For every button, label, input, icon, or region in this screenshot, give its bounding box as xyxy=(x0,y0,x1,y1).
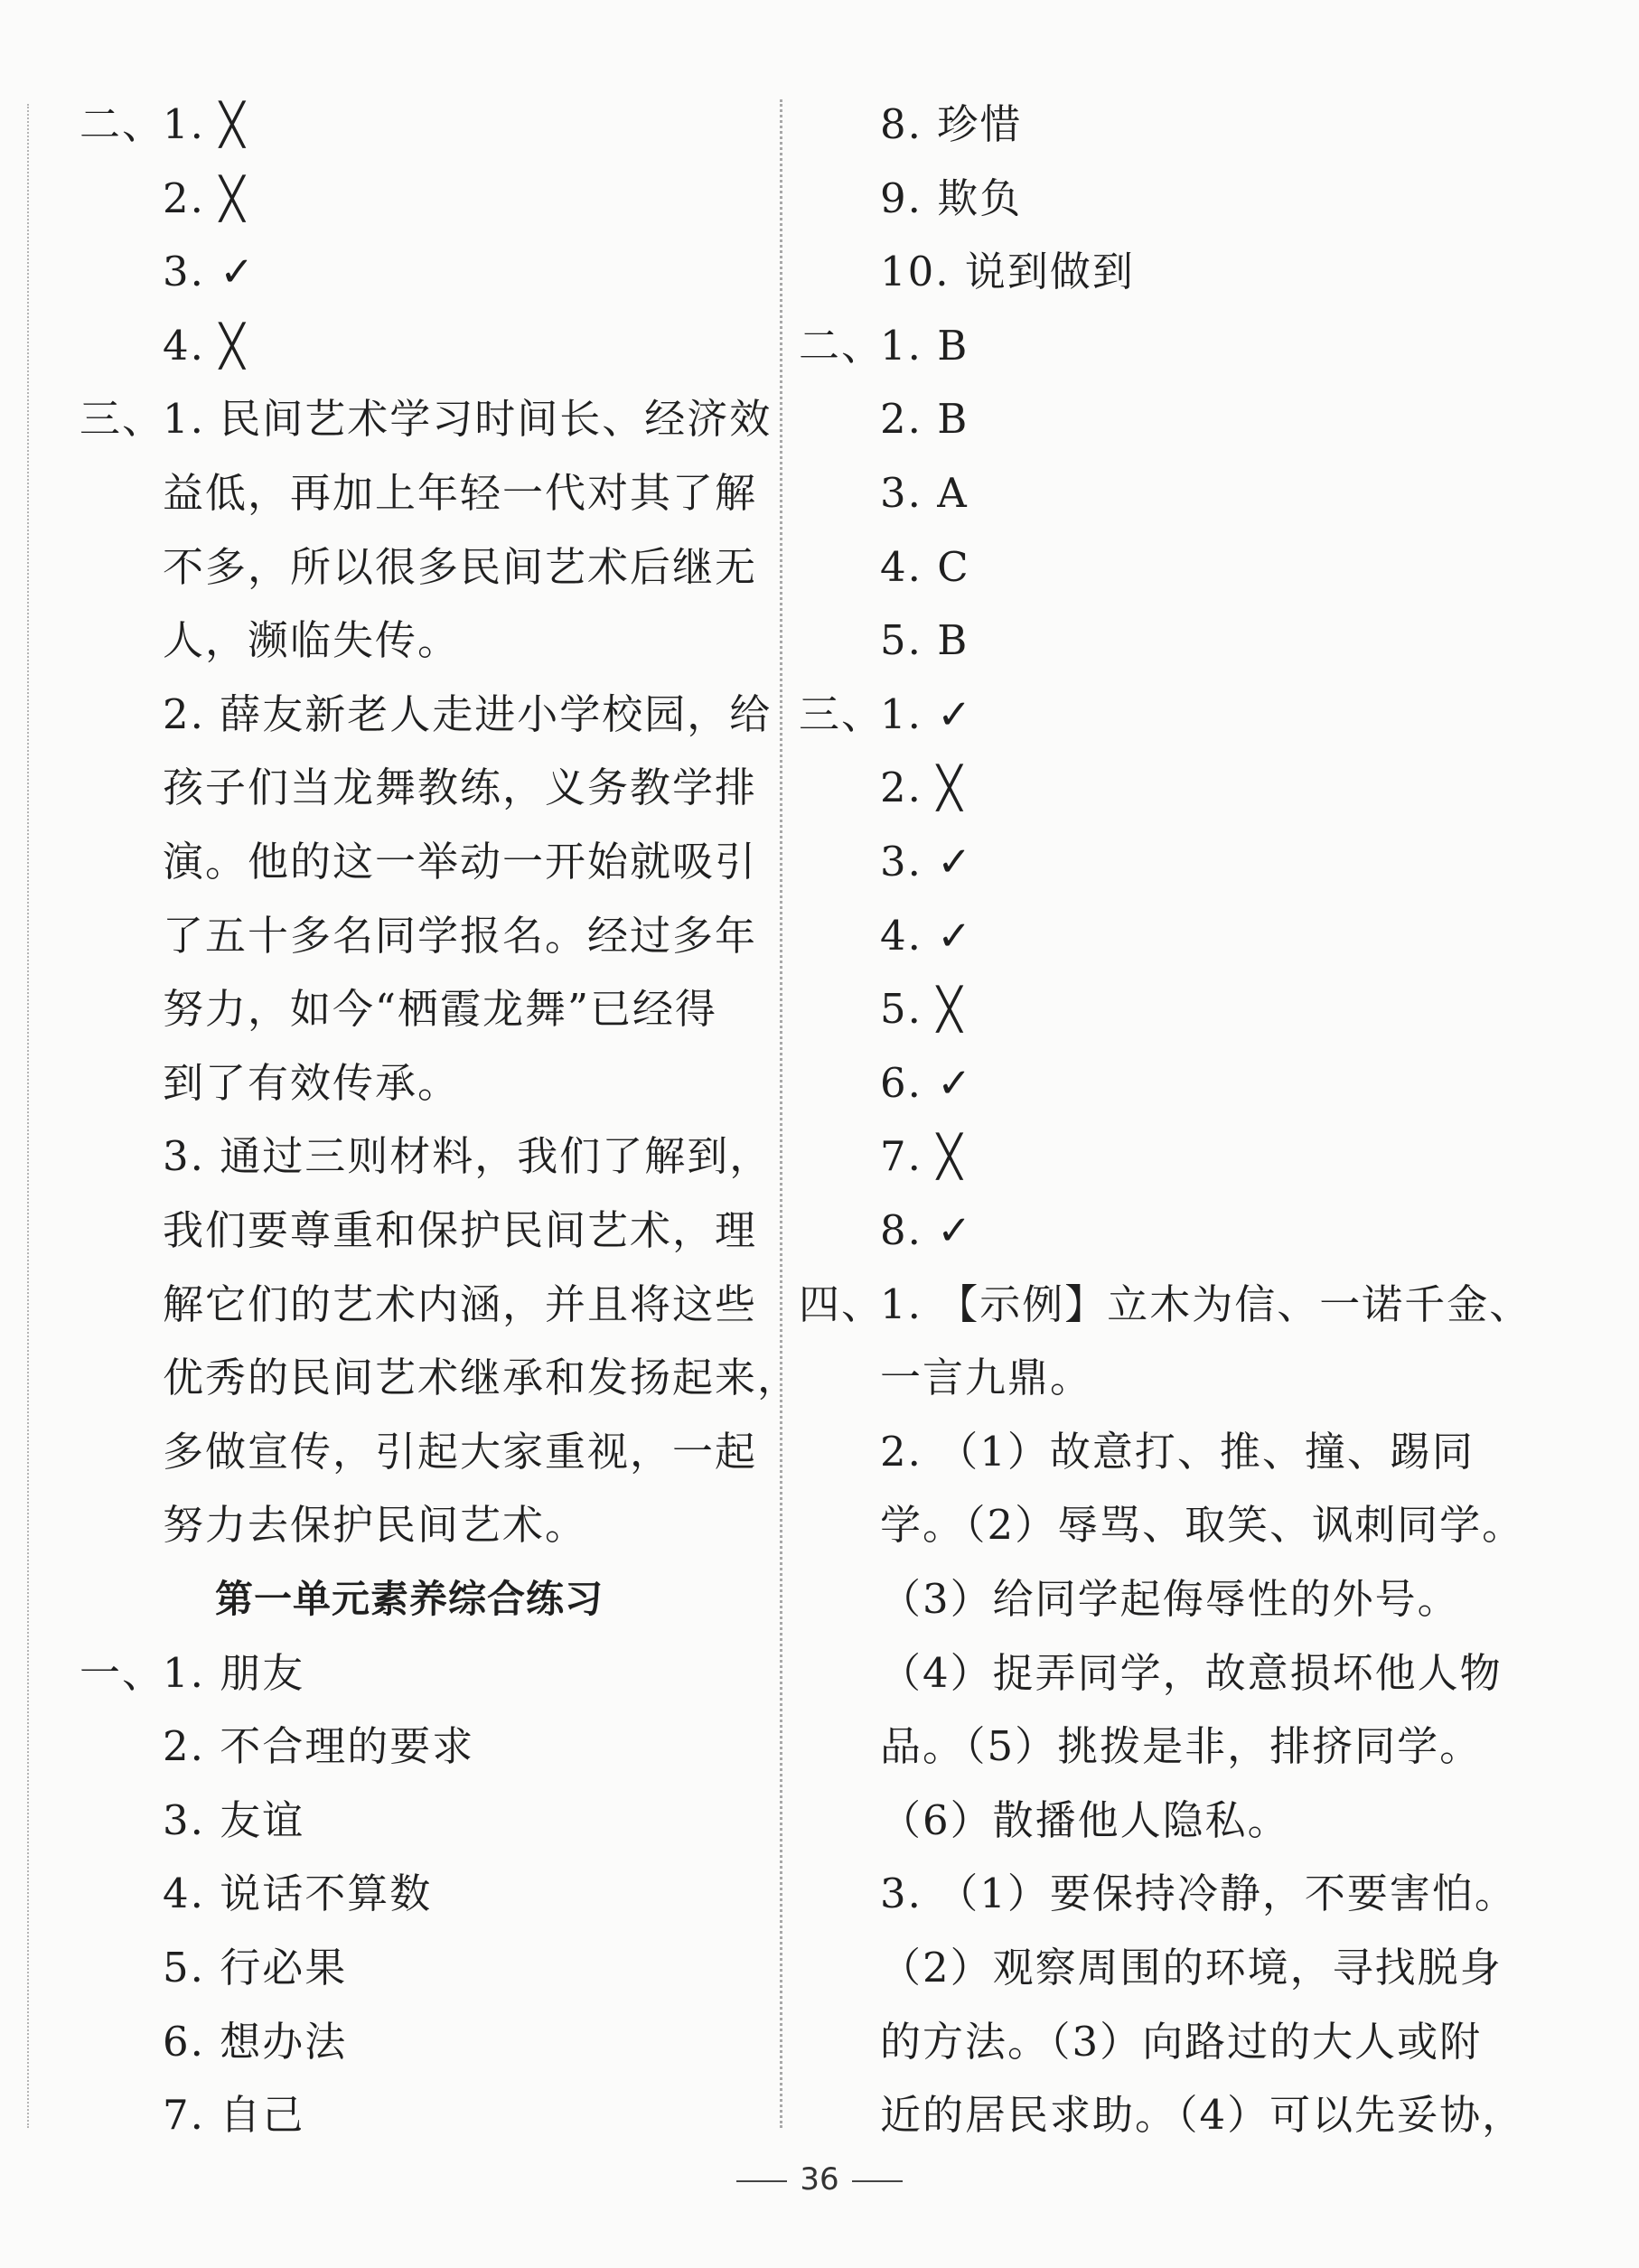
answer-text: 5. B xyxy=(880,616,969,664)
question-number: 一、 xyxy=(80,1649,165,1697)
answer-text: 2. ╳ xyxy=(163,174,247,222)
answer-text: 近的居民求助。（4）可以先妥协， xyxy=(880,2091,1525,2139)
answer-text: 3. ✓ xyxy=(163,248,256,295)
answer-text: 1. 【示例】立木为信、一诺千金、 xyxy=(880,1280,1532,1328)
answer-text: 6. 想办法 xyxy=(163,2018,348,2066)
answer-text: 4. ✓ xyxy=(880,912,973,960)
answer-text: 2. 薛友新老人走进小学校园，给 xyxy=(163,690,773,738)
answer-text: （2）观察周围的环境，寻找脱身 xyxy=(880,1944,1503,1992)
answer-text: 1. 朋友 xyxy=(163,1649,305,1697)
answer-text: 多做宣传，引起大家重视，一起 xyxy=(163,1428,758,1476)
answer-text: 的方法。（3）向路过的大人或附 xyxy=(880,2018,1483,2066)
answer-text: 2. B xyxy=(880,395,969,443)
answer-text: 8. 珍惜 xyxy=(880,100,1023,148)
question-number: 三、 xyxy=(80,395,165,443)
answer-text: 3. A xyxy=(880,469,969,517)
answer-text: 2. ╳ xyxy=(880,764,964,811)
answer-text: （6）散播他人隐私。 xyxy=(880,1796,1290,1844)
answer-text: 2. 不合理的要求 xyxy=(163,1722,475,1770)
answer-text: 益低，再加上年轻一代对其了解 xyxy=(163,469,758,517)
page-footer xyxy=(0,2161,1639,2198)
answer-text: 3. 通过三则材料，我们了解到， xyxy=(163,1132,773,1180)
answer-text: 9. 欺负 xyxy=(880,174,1023,222)
answer-text: 到了有效传承。 xyxy=(163,1059,461,1107)
question-number: 四、 xyxy=(799,1280,885,1328)
answer-text: 4. 说话不算数 xyxy=(163,1870,433,1917)
answer-text: 4. ╳ xyxy=(163,322,247,370)
answer-text: 不多，所以很多民间艺术后继无 xyxy=(163,543,758,591)
footer-dash-right xyxy=(852,2180,903,2182)
question-number: 三、 xyxy=(799,690,885,738)
answer-text: 我们要尊重和保护民间艺术，理 xyxy=(163,1206,758,1254)
answer-text: 6. ✓ xyxy=(880,1059,973,1107)
answer-text: 5. 行必果 xyxy=(163,1944,348,1992)
answer-text: 7. 自己 xyxy=(163,2091,305,2139)
answer-text: 了五十多名同学报名。经过多年 xyxy=(163,912,758,960)
answer-text: 演。他的这一举动一开始就吸引 xyxy=(163,838,758,886)
answer-text: （3）给同学起侮辱性的外号。 xyxy=(880,1575,1460,1623)
answer-text: 8. ✓ xyxy=(880,1206,973,1254)
answer-text: 学。（2）辱骂、取笑、讽刺同学。 xyxy=(880,1501,1525,1549)
answer-text: 一言九鼎。 xyxy=(880,1354,1093,1401)
section-title: 第一单元素养综合练习 xyxy=(215,1577,604,1621)
column-divider xyxy=(780,99,782,2128)
page-edge-line xyxy=(27,104,29,2128)
answer-text: 2. （1）故意打、推、撞、踢同 xyxy=(880,1428,1475,1476)
answer-text: 10. 说到做到 xyxy=(880,248,1135,295)
answer-text: 孩子们当龙舞教练，义务教学排 xyxy=(163,764,758,811)
answer-text: 人，濒临失传。 xyxy=(163,616,461,664)
page-number: 36 xyxy=(800,2161,839,2198)
answer-text: 3. 友谊 xyxy=(163,1796,305,1844)
answer-text: 3. ✓ xyxy=(880,838,973,886)
answer-text: 品。（5）挑拨是非，排挤同学。 xyxy=(880,1722,1483,1770)
answer-text: （4）捉弄同学，故意损坏他人物 xyxy=(880,1649,1503,1697)
answer-text: 1. ╳ xyxy=(163,100,247,148)
answer-text: 优秀的民间艺术继承和发扬起来， xyxy=(163,1354,801,1401)
answer-text: 努力，如今“栖霞龙舞”已经得 xyxy=(163,985,718,1033)
answer-text: 1. B xyxy=(880,322,969,370)
answer-text: 1. ✓ xyxy=(880,690,973,738)
answer-text: 解它们的艺术内涵，并且将这些 xyxy=(163,1280,758,1328)
answer-text: 4. C xyxy=(880,543,970,591)
answer-text: 1. 民间艺术学习时间长、经济效 xyxy=(163,395,773,443)
answer-text: 3. （1）要保持冷静，不要害怕。 xyxy=(880,1870,1517,1917)
answer-text: 7. ╳ xyxy=(880,1132,964,1180)
question-number: 二、 xyxy=(80,100,165,148)
answer-text: 5. ╳ xyxy=(880,985,964,1033)
footer-dash-left xyxy=(736,2180,787,2182)
question-number: 二、 xyxy=(799,322,885,370)
answer-text: 努力去保护民间艺术。 xyxy=(163,1501,588,1549)
